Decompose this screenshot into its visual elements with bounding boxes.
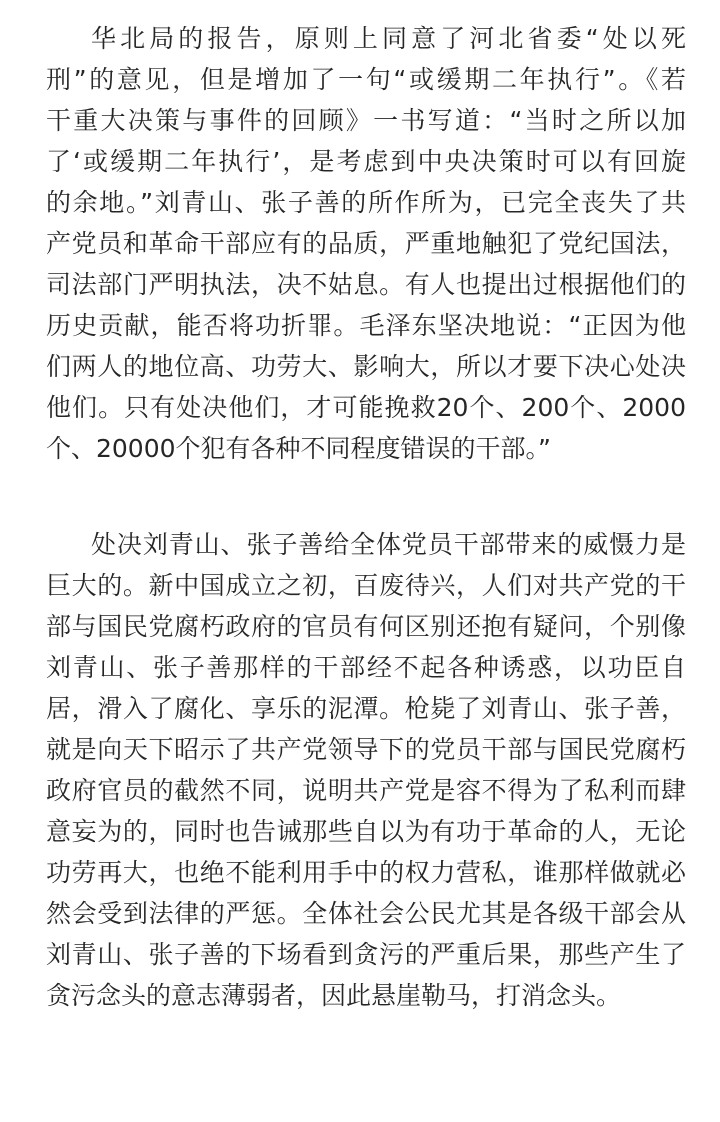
text-line: 巨大的。新中国成立之初，百废待兴，人们对共产党的干 [46, 571, 686, 600]
text-line: 华北局的报告，原则上同意了河北省委“处以死 [91, 24, 686, 53]
text-line: 部与国民党腐朽政府的官员有何区别还抱有疑问，个别像 [46, 612, 686, 641]
paragraph-2 [46, 524, 686, 1016]
text-line: 刘青山、张子善的下场看到贪污的严重后果，那些产生了 [46, 940, 686, 969]
text-line: 们两人的地位高、功劳大、影响大，所以才要下决心处决 [46, 352, 686, 381]
text-line: 历史贡献，能否将功折罪。毛泽东坚决地说：“正因为他 [46, 311, 686, 340]
text-line: 政府官员的截然不同，说明共产党是容不得为了私利而肆 [46, 776, 686, 805]
text-line: 处决刘青山、张子善给全体党员干部带来的威慑力是 [91, 530, 686, 559]
text-line: 就是向天下昭示了共产党领导下的党员干部与国民党腐朽 [46, 735, 686, 764]
text-line: 然会受到法律的严惩。全体社会公民尤其是各级干部会从 [46, 899, 686, 928]
text-line: 刑”的意见，但是增加了一句“或缓期二年执行”。《若 [46, 65, 686, 94]
text-line: 产党员和革命干部应有的品质，严重地触犯了党纪国法， [46, 229, 686, 258]
text-line: 居，滑入了腐化、享乐的泥潭。枪毙了刘青山、张子善， [46, 694, 686, 723]
paragraph-1 [46, 18, 686, 469]
text-line: 了‘或缓期二年执行’，是考虑到中央决策时可以有回旋 [46, 147, 686, 176]
text-line: 刘青山、张子善那样的干部经不起各种诱惑，以功臣自 [46, 653, 686, 682]
text-line: 司法部门严明执法，决不姑息。有人也提出过根据他们的 [46, 270, 686, 299]
text-line: 意妄为的，同时也告诫那些自以为有功于革命的人，无论 [46, 817, 686, 846]
text-line: 他们。只有处决他们，才可能挽救20个、200个、2000 [46, 393, 686, 422]
text-line: 的余地。”刘青山、张子善的所作所为，已完全丧失了共 [46, 188, 686, 217]
text-line: 贪污念头的意志薄弱者，因此悬崖勒马，打消念头。 [46, 981, 622, 1010]
text-line: 干重大决策与事件的回顾》一书写道：“当时之所以加 [46, 106, 686, 135]
text-line: 个、20000个犯有各种不同程度错误的干部。” [46, 434, 551, 463]
text-line: 功劳再大，也绝不能利用手中的权力营私，谁那样做就必 [46, 858, 686, 887]
